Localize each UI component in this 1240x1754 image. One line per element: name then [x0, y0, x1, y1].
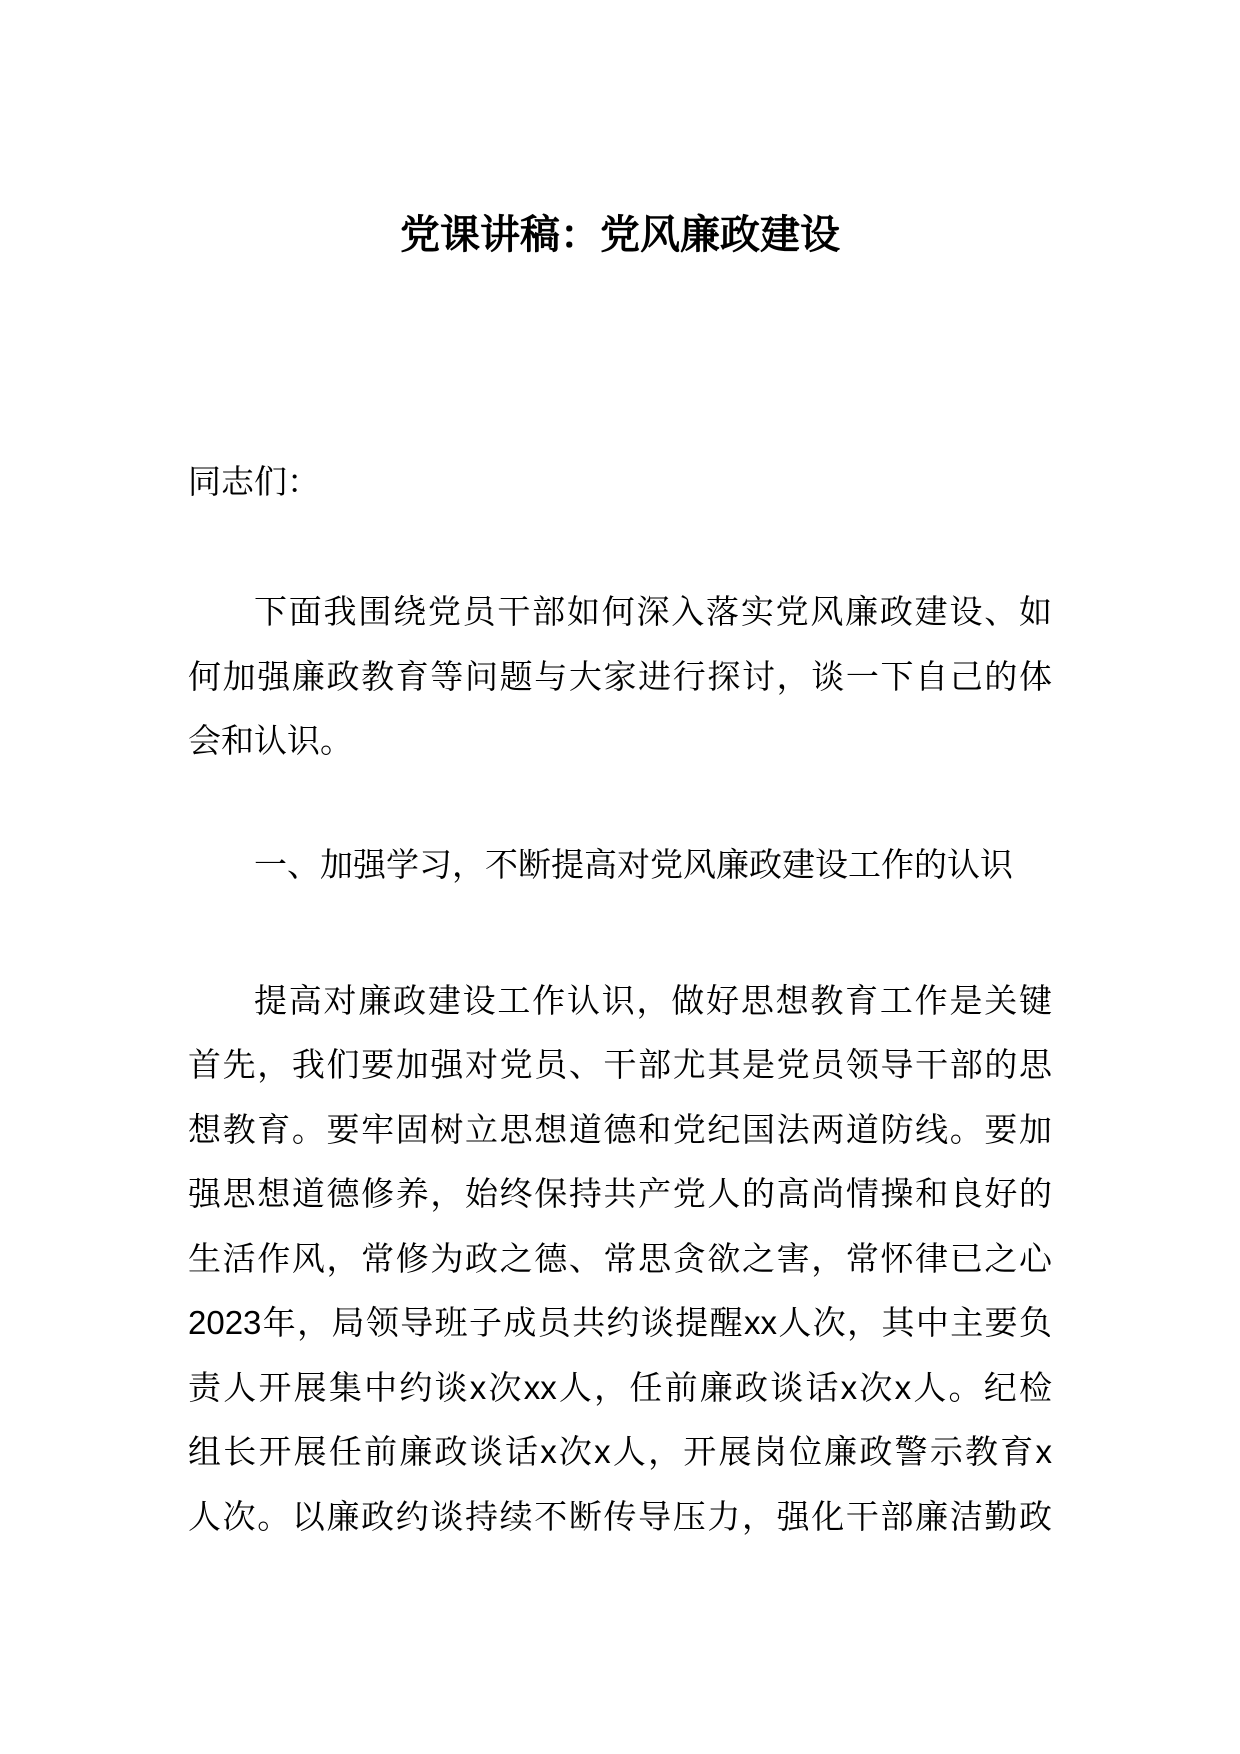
- body-line: 首先，我们要加强对党员、干部尤其是党员领导干部的思: [188, 1046, 1052, 1083]
- intro-line: 下面我围绕党员干部如何深入落实党风廉政建设、如: [254, 593, 1052, 630]
- body-line: 组长开展任前廉政谈话x次x人，开展岗位廉政警示教育x: [188, 1433, 1052, 1470]
- body-line: 提高对廉政建设工作认识，做好思想教育工作是关键: [254, 982, 1052, 1019]
- document-title: 党课讲稿：党风廉政建设: [400, 213, 840, 257]
- intro-line: 会和认识。: [188, 722, 353, 759]
- body-line: 想教育。要牢固树立思想道德和党纪国法两道防线。要加: [188, 1111, 1052, 1148]
- body-line: 生活作风，常修为政之德、常思贪欲之害，常怀律已之心: [188, 1240, 1052, 1277]
- salutation: 同志们：: [188, 463, 320, 500]
- section-heading: 一、加强学习，不断提高对党风廉政建设工作的认识: [254, 846, 1013, 883]
- body-line: 人次。以廉政约谈持续不断传导压力，强化干部廉洁勤政: [188, 1498, 1052, 1535]
- body-line: 责人开展集中约谈x次xx人，任前廉政谈话x次x人。纪检: [188, 1369, 1052, 1406]
- intro-line: 何加强廉政教育等问题与大家进行探讨，谈一下自己的体: [188, 658, 1052, 695]
- body-line: 2023年，局领导班子成员共约谈提醒xx人次，其中主要负: [188, 1304, 1052, 1341]
- body-line: 强思想道德修养，始终保持共产党人的高尚情操和良好的: [188, 1175, 1052, 1212]
